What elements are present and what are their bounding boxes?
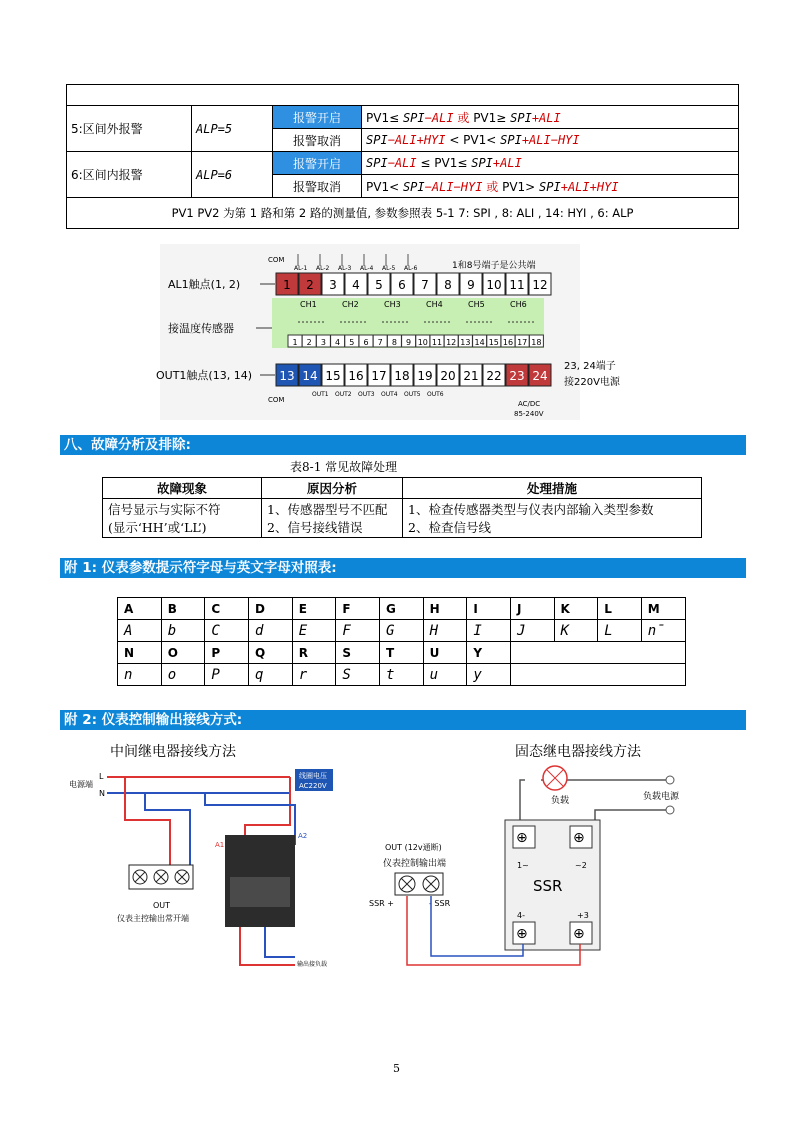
letter-cell: T [379, 642, 423, 664]
blank-cell [510, 642, 685, 664]
sensor-terminal-number: 4 [335, 338, 341, 347]
sensor-terminal-number: 17 [517, 338, 528, 347]
out-12v-label: OUT (12v通断) [385, 843, 442, 852]
top-terminal-number: 3 [329, 278, 337, 292]
out-label: OUT1 [312, 391, 329, 398]
top-terminal-number: 9 [467, 278, 475, 292]
letter-cell: J [510, 598, 554, 620]
common-note: 1和8号端子是公共端 [452, 261, 536, 271]
wire [145, 793, 190, 865]
wire [240, 925, 295, 965]
bottom-terminal-number: 16 [348, 369, 364, 383]
terminal-screw-icon [423, 876, 439, 892]
segment-glyph: L [598, 620, 642, 642]
lamp-icon [543, 766, 567, 790]
fault-measure: 1、检查传感器类型与仪表内部输入类型参数 2、检查信号线 [403, 499, 702, 538]
segment-glyph: H [423, 620, 467, 642]
fault-phenomenon: 信号显示与实际不符 (显示‘HH’或‘LL’) [103, 499, 262, 538]
segment-glyph: y [467, 664, 511, 686]
bottom-terminal-number: 22 [486, 369, 502, 383]
bottom-terminal-number: 17 [371, 369, 387, 383]
segment-glyph: d [249, 620, 293, 642]
letter-cell: S [336, 642, 380, 664]
sensor-terminal-number: 9 [406, 338, 412, 347]
letter-cell: K [554, 598, 598, 620]
segment-glyph: u [423, 664, 467, 686]
ssr-plus-label: SSR + [369, 899, 394, 908]
ssr-screw-icon [570, 826, 592, 848]
svg-text:⊕: ⊕ [516, 830, 528, 846]
wire [125, 777, 170, 865]
letter-cell: M [641, 598, 685, 620]
letter-cell: D [249, 598, 293, 620]
letter-cell: E [292, 598, 336, 620]
letter-cell: H [423, 598, 467, 620]
al-label: AL-5 [382, 265, 396, 272]
bottom-terminal-number: 19 [417, 369, 433, 383]
appendix-1-header: 附 1: 仪表参数提示符字母与英文字母对照表: [60, 558, 746, 578]
segment-glyph: q [249, 664, 293, 686]
bottom-terminal-number: 23 [509, 369, 525, 383]
mode-cell: 6:区间内报警 [67, 152, 192, 198]
svg-text:⊕: ⊕ [573, 926, 585, 942]
n-label: N [99, 789, 105, 798]
out-label: OUT5 [404, 391, 421, 398]
fault-header: 原因分析 [262, 478, 403, 499]
alarm-note: PV1 PV2 为第 1 路和第 2 路的测量值, 参数参照表 5-1 7: SPI , 8: ALI , 14: HYI , 6: ALP [67, 198, 739, 229]
coil-voltage-text: 线圈电压 [299, 772, 327, 780]
alarm-formula: SPI−ALI ≤ PV1≤ SPI+ALI [362, 152, 739, 175]
fault-header: 故障现象 [103, 478, 262, 499]
segment-glyph: r [292, 664, 336, 686]
relay-face [230, 877, 290, 907]
bottom-terminal-number: 20 [440, 369, 456, 383]
letter-cell: C [205, 598, 249, 620]
top-terminal-number: 6 [398, 278, 406, 292]
letter-cell: Y [467, 642, 511, 664]
segment-glyph: E [292, 620, 336, 642]
terminal-screw-icon [133, 870, 147, 884]
top-terminal-number: 8 [444, 278, 452, 292]
load-power-label: 负载电源 [643, 792, 680, 802]
bottom-terminal-number: 18 [394, 369, 410, 383]
fault-header: 处理措施 [403, 478, 702, 499]
ssr-screw-icon [570, 922, 592, 944]
ch-label: CH6 [510, 300, 527, 309]
load-out-label: 输出接负载 [297, 961, 328, 968]
instr-out-label: 仪表控制输出端 [383, 859, 447, 869]
top-terminal-number: 10 [486, 278, 502, 292]
out-label: OUT [153, 901, 171, 910]
letter-cell: N [118, 642, 162, 664]
al-label: AL-6 [404, 265, 418, 272]
mode-cell: 5:区间外报警 [67, 106, 192, 152]
fault-cause: 1、传感器型号不匹配 2、信号接线错误 [262, 499, 403, 538]
top-terminal-number: 7 [421, 278, 429, 292]
a2-label: A2 [298, 832, 308, 840]
voltage-label: 85-240V [514, 410, 544, 418]
wiring-diagram [156, 244, 620, 420]
sensor-label: 接温度传感器 [168, 322, 234, 335]
letter-cell: G [379, 598, 423, 620]
section-8-header: 八、故障分析及排除: [60, 435, 746, 455]
sensor-terminal-number: 6 [363, 338, 369, 347]
sensor-terminal-number: 12 [446, 338, 457, 347]
terminal-screw-icon [175, 870, 189, 884]
sensor-terminal-number: 5 [349, 338, 355, 347]
alarm-cancel-label: 报警取消 [273, 175, 362, 198]
al1-label: AL1触点(1, 2) [168, 278, 241, 291]
out-desc: 仪表主控输出常开端 [117, 914, 189, 923]
ssr-terminal-4: 4- [517, 911, 525, 920]
letter-cell: O [161, 642, 205, 664]
ssr-title: 固态继电器接线方法 [515, 744, 641, 760]
out-label: OUT4 [381, 391, 398, 398]
wire [265, 925, 295, 957]
acdc-label: AC/DC [518, 400, 541, 408]
relay-title: 中间继电器接线方法 [110, 744, 236, 760]
bottom-terminal-number: 24 [532, 369, 548, 383]
letter-cell: Q [249, 642, 293, 664]
segment-glyph: K [554, 620, 598, 642]
sensor-terminal-number: 13 [460, 338, 471, 347]
alarm-open-label: 报警开启 [273, 106, 362, 129]
sensor-terminal-number: 1 [292, 338, 298, 347]
power-note-1: 23, 24端子 [564, 361, 616, 372]
segment-glyph: G [379, 620, 423, 642]
com-top-label: COM [268, 256, 285, 264]
sensor-terminal-number: 2 [306, 338, 312, 347]
top-terminal-number: 1 [283, 278, 291, 292]
top-terminal-number: 4 [352, 278, 360, 292]
sensor-terminal-number: 14 [474, 338, 485, 347]
svg-text:⊕: ⊕ [573, 830, 585, 846]
wire [595, 810, 670, 820]
segment-glyph: n [118, 664, 162, 686]
segment-glyph: A [118, 620, 162, 642]
segment-glyph: S [336, 664, 380, 686]
segment-glyph: P [205, 664, 249, 686]
alarm-table [66, 84, 739, 229]
top-terminal-number: 12 [532, 278, 548, 292]
top-terminal-number: 5 [375, 278, 383, 292]
out-label: OUT6 [427, 391, 444, 398]
sensor-terminal-number: 7 [377, 338, 383, 347]
ch-label: CH4 [426, 300, 443, 309]
sensor-terminal-number: 16 [502, 338, 514, 347]
ssr-minus-label: - SSR [429, 899, 451, 908]
sensor-terminal-number: 10 [417, 338, 428, 347]
terminal-dot [666, 806, 674, 814]
letter-table [117, 597, 686, 686]
appendix-2-header: 附 2: 仪表控制输出接线方式: [60, 710, 746, 730]
fault-table [102, 477, 702, 538]
alarm-formula: SPI−ALI+HYI < PV1< SPI+ALI−HYI [362, 129, 739, 152]
wire [520, 780, 525, 820]
out-label: OUT3 [358, 391, 375, 398]
alarm-open-label: 报警开启 [273, 152, 362, 175]
bottom-terminal-number: 15 [325, 369, 341, 383]
terminal-screw-icon [154, 870, 168, 884]
blank-cell [510, 664, 685, 686]
l-label: L [99, 772, 104, 781]
com-bottom-label: COM [268, 396, 285, 404]
sensor-terminal-number: 15 [488, 338, 499, 347]
letter-cell: R [292, 642, 336, 664]
al-label: AL-3 [338, 265, 352, 272]
ssr-wiring-diagram [365, 760, 705, 970]
sensor-terminal-number: 11 [431, 338, 443, 347]
alarm-table-header [67, 85, 739, 106]
al-label: AL-2 [316, 265, 330, 272]
terminal-screw-icon [399, 876, 415, 892]
letter-cell: I [467, 598, 511, 620]
svg-text:⊕: ⊕ [516, 926, 528, 942]
ch-label: CH2 [342, 300, 359, 309]
letter-cell: B [161, 598, 205, 620]
alarm-cancel-label: 报警取消 [273, 129, 362, 152]
letter-cell: L [598, 598, 642, 620]
alp-cell: ALP=6 [192, 152, 273, 198]
al-label: AL-1 [294, 265, 308, 272]
segment-glyph: o [161, 664, 205, 686]
ssr-screw-icon [513, 922, 535, 944]
segment-glyph: n̄ [641, 620, 685, 642]
ssr-terminal-3: +3 [577, 911, 589, 920]
bottom-terminal-number: 21 [463, 369, 479, 383]
ssr-terminal-1: 1~ [517, 861, 529, 870]
ssr-terminal-2: ~2 [575, 861, 587, 870]
bottom-terminal-number: 13 [279, 369, 295, 383]
al-label: AL-4 [360, 265, 374, 272]
segment-glyph: b [161, 620, 205, 642]
sensor-terminal-number: 8 [391, 338, 397, 347]
segment-glyph: F [336, 620, 380, 642]
bottom-terminal-number: 14 [302, 369, 318, 383]
sensor-terminal-number: 18 [531, 338, 542, 347]
ch-label: CH3 [384, 300, 401, 309]
sensor-terminal-number: 3 [320, 338, 326, 347]
segment-glyph: J [510, 620, 554, 642]
ch-label: CH1 [300, 300, 317, 309]
segment-glyph: C [205, 620, 249, 642]
coil-voltage-text: AC220V [299, 782, 327, 790]
terminal-dot [666, 776, 674, 784]
ssr-label: SSR [533, 877, 563, 895]
alarm-formula: PV1≤ SPI−ALI 或 PV1≥ SPI+ALI [362, 106, 739, 129]
alp-cell: ALP=5 [192, 106, 273, 152]
ssr-screw-icon [513, 826, 535, 848]
letter-cell: P [205, 642, 249, 664]
power-note-2: 接220V电源 [564, 377, 620, 388]
a1-label: A1 [215, 841, 225, 849]
letter-cell: A [118, 598, 162, 620]
letter-cell: U [423, 642, 467, 664]
segment-glyph: I [467, 620, 511, 642]
relay-wiring-diagram [65, 765, 355, 975]
power-side-label: 电源端 [69, 780, 93, 789]
top-terminal-number: 11 [509, 278, 525, 292]
load-label: 负载 [551, 796, 570, 806]
ch-label: CH5 [468, 300, 485, 309]
out1-label: OUT1触点(13, 14) [156, 369, 252, 382]
letter-cell: F [336, 598, 380, 620]
top-terminal-number: 2 [306, 278, 314, 292]
alarm-formula: PV1< SPI−ALI−HYI 或 PV1> SPI+ALI+HYI [362, 175, 739, 198]
out-label: OUT2 [335, 391, 352, 398]
segment-glyph: t [379, 664, 423, 686]
page-number: 5 [393, 1062, 400, 1075]
fault-table-caption: 表8-1 常见故障处理 [290, 460, 398, 474]
